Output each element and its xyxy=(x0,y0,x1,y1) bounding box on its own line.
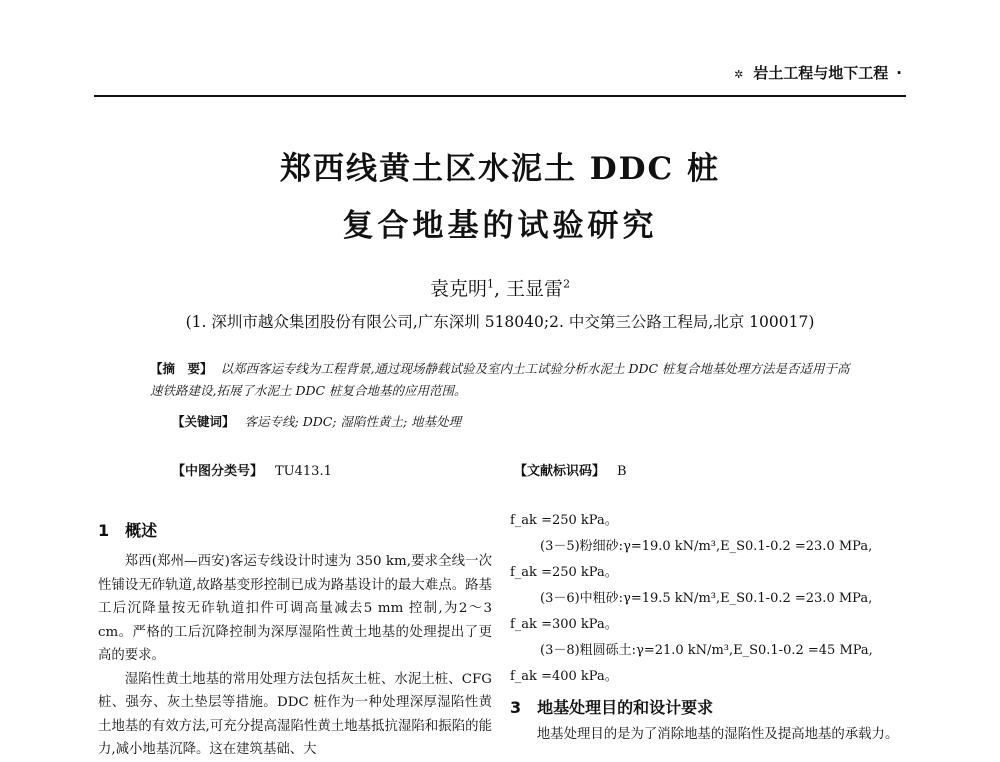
keywords-text: 客运专线; DDC; 湿陷性黄土; 地基处理 xyxy=(244,414,462,429)
author-2: 王显雷 xyxy=(506,278,564,300)
abstract xyxy=(150,358,856,402)
classification xyxy=(172,460,332,479)
keywords xyxy=(172,412,461,430)
author-1-affil-mark: 1 xyxy=(486,277,494,291)
soil-line-1: f_ak =250 kPa。 xyxy=(510,513,618,528)
title-line-2: 复合地基的试验研究 xyxy=(342,208,658,244)
abstract-text: 以郑西客运专线为工程背景,通过现场静载试验及室内土工试验分析水泥土 DDC 桩复合地基处理方法是否适用于高速铁路建设,拓展了水泥土 DDC 桩复合地基的应用范围。 xyxy=(150,361,850,398)
classification-value: TU413.1 xyxy=(275,464,332,479)
document-code xyxy=(514,460,627,479)
keywords-label: 【关键词】 xyxy=(172,414,235,429)
header-dot-icon: · xyxy=(896,64,902,82)
classification-label: 【中图分类号】 xyxy=(172,464,264,479)
soil-line-4: (3－6)中粗砂:γ=19.5 kN/m³,E_S0.1-0.2 =23.0 MPa, xyxy=(540,591,873,606)
document-code-value: B xyxy=(617,464,627,479)
section-3-heading: 3 地基处理目的和设计要求 xyxy=(510,698,714,717)
soil-line-3: f_ak =250 kPa。 xyxy=(510,565,618,580)
author-2-affil-mark: 2 xyxy=(563,277,571,291)
soil-line-7: f_ak =400 kPa。 xyxy=(510,669,618,684)
author-1: 袁克明 xyxy=(429,278,487,300)
left-column xyxy=(98,550,492,762)
abstract-label: 【摘 要】 xyxy=(150,361,213,376)
soil-line-2: (3－5)粉细砂:γ=19.0 kN/m³,E_S0.1-0.2 =23.0 MPa, xyxy=(540,539,873,554)
header-bullet-icon: ✲ xyxy=(734,68,744,81)
section-1-heading: 1 概述 xyxy=(98,521,158,540)
right-column xyxy=(510,508,906,748)
document-code-label: 【文献标识码】 xyxy=(514,464,606,479)
running-header xyxy=(734,62,902,83)
title-line-1: 郑西线黄土区水泥土 DDC 桩 xyxy=(279,151,721,187)
header-rule xyxy=(94,95,906,97)
header-section: 岩土工程与地下工程 xyxy=(753,64,889,82)
soil-line-5: f_ak =300 kPa。 xyxy=(510,617,618,632)
section-1-paragraph-2: 湿陷性黄土地基的常用处理方法包括灰土桩、水泥土桩、CFG 桩、强夯、灰土垫层等措施。DDC 桩作为一种处理深厚湿陷性黄土地基的有效方法,可充分提高湿陷性黄土地基抵抗湿陷和振陷的能力,减小地基沉降。这在建筑基础、大 xyxy=(98,671,492,757)
section-1-paragraph-1: 郑西(郑州—西安)客运专线设计时速为 350 km,要求全线一次性铺设无砟轨道,故路基变形控制已成为路基设计的最大难点。路基工后沉降量按无砟轨道扣件可调高量减去5 mm 控制,为2～3 cm。严格的工后沉降控制为深厚湿陷性黄土地基的处理提出了更高的要求。 xyxy=(98,554,492,663)
authors: 袁克明$^1$, 王显雷$^2$ xyxy=(429,277,571,300)
section-3-paragraph: 地基处理目的是为了消除地基的湿陷性及提高地基的承载力。 xyxy=(536,727,899,742)
affiliations: (1. 深圳市越众集团股份有限公司,广东深圳 518040;2. 中交第三公路工程局,北京 100017) xyxy=(185,313,815,331)
soil-line-6: (3－8)粗圆砾土:γ=21.0 kN/m³,E_S0.1-0.2 =45 MPa, xyxy=(540,643,873,658)
